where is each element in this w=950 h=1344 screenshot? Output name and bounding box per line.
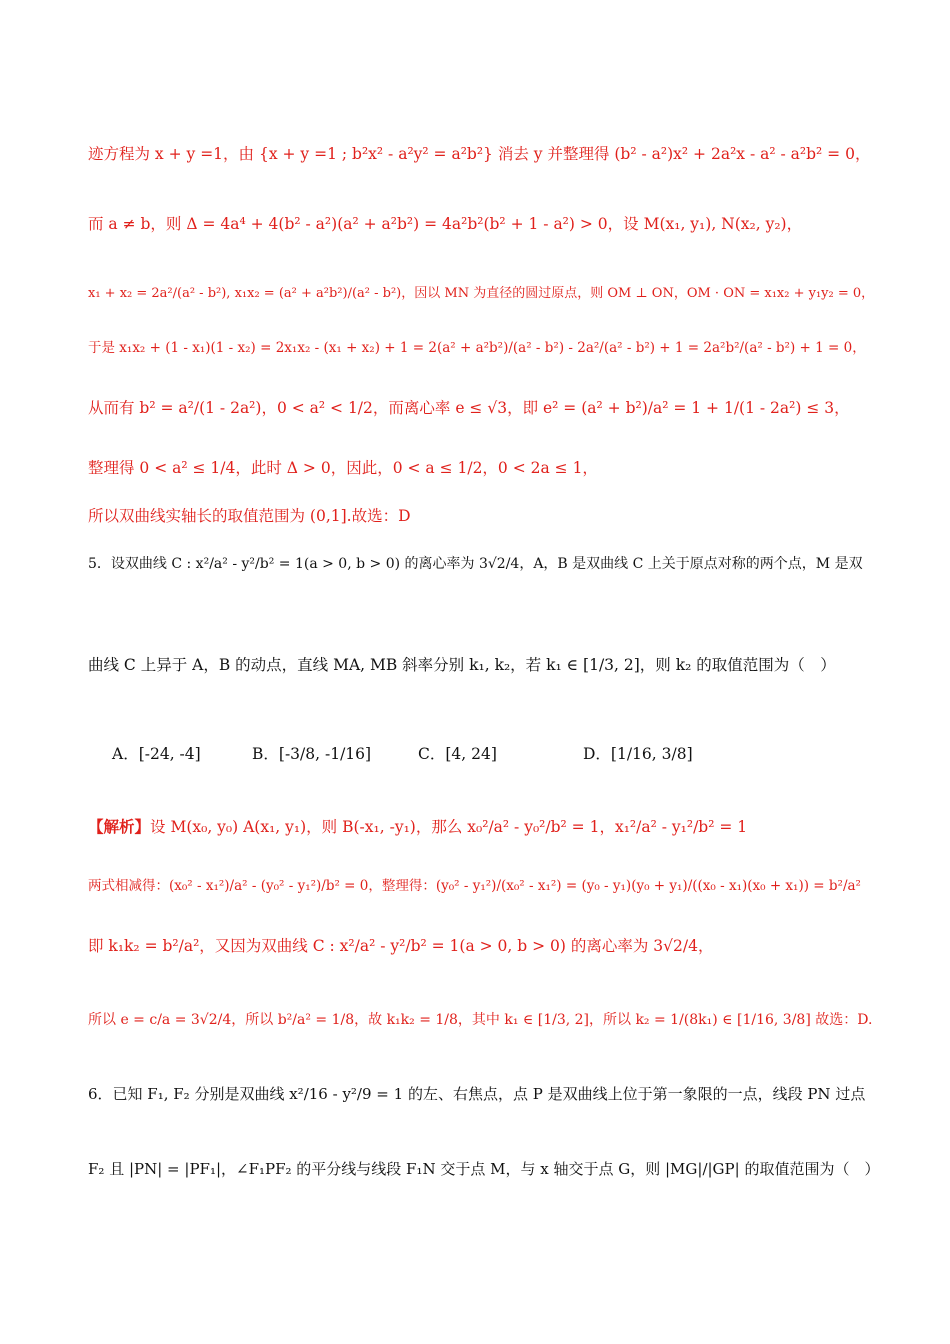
- solution5-line1-text: 设 M(x₀, y₀) A(x₁, y₁)，则 B(-x₁, -y₁)，那么 x₀²/a² - y₀²/b² = 1，x₁²/a² - y₁²/b² = 1: [150, 818, 748, 836]
- question6-line1: 6．已知 F₁, F₂ 分别是双曲线 x²/16 - y²/9 = 1 的左、右焦点，点 P 是双曲线上位于第一象限的一点，线段 PN 过点: [88, 1085, 866, 1103]
- solution4-line7: 所以双曲线实轴长的取值范围为 (0,1].故选：D: [88, 507, 411, 525]
- question5-line1: 5．设双曲线 C : x²/a² - y²/b² = 1(a > 0, b > 0) 的离心率为 3√2/4，A，B 是双曲线 C 上关于原点对称的两个点，M 是双: [88, 556, 863, 572]
- question6-line2: F₂ 且 |PN| = |PF₁|，∠F₁PF₂ 的平分线与线段 F₁N 交于点 M，与 x 轴交于点 G，则 |MG|/|GP| 的取值范围为（ ）: [88, 1160, 880, 1178]
- choice-b: B．[-3/8, -1/16]: [252, 745, 372, 763]
- solution4-line1: 迹方程为 x + y =1，由 {x + y =1 ; b²x² - a²y² = a²b²} 消去 y 并整理得 (b² - a²)x² + 2a²x - a² - a²b² = 0，: [88, 145, 871, 163]
- choice-a: A．[-24, -4]: [112, 745, 201, 763]
- solution4-line3: x₁ + x₂ = 2a²/(a² - b²), x₁x₂ = (a² + a²b²)/(a² - b²)，因以 MN 为直径的圆过原点，则 OM ⊥ ON，OM · ON = x₁x₂ + y₁y₂ = 0，: [88, 286, 875, 301]
- solution5-line4: 所以 e = c/a = 3√2/4，所以 b²/a² = 1/8，故 k₁k₂ = 1/8，其中 k₁ ∈ [1/3, 2]，所以 k₂ = 1/(8k₁) ∈ [1/16, 3/8] 故选：D.: [88, 1012, 873, 1028]
- solution5-line2: 两式相减得：(x₀² - x₁²)/a² - (y₀² - y₁²)/b² = 0，整理得：(y₀² - y₁²)/(x₀² - x₁²) = (y₀ - y₁)(y₀ + y₁)/((x₀ - x₁)(x₀ + x₁)) = b²/a²: [88, 878, 861, 894]
- solution4-line2: 而 a ≠ b，则 Δ = 4a⁴ + 4(b² - a²)(a² + a²b²) = 4a²b²(b² + 1 - a²) > 0，设 M(x₁, y₁), N(x₂, y₂)，: [88, 215, 803, 233]
- analysis-tag: 【解析】: [88, 817, 151, 836]
- solution5-line1: [88, 816, 880, 838]
- solution4-line6: 整理得 0 < a² ≤ 1/4，此时 Δ > 0，因此，0 < a ≤ 1/2，0 < 2a ≤ 1，: [88, 459, 598, 477]
- choice-d: D．[1/16, 3/8]: [583, 745, 693, 763]
- solution4-line5: 从而有 b² = a²/(1 - 2a²)，0 < a² < 1/2，而离心率 e ≤ √3，即 e² = (a² + b²)/a² = 1 + 1/(1 - 2a²) ≤ 3，: [88, 399, 850, 417]
- solution5-line3: 即 k₁k₂ = b²/a²，又因为双曲线 C : x²/a² - y²/b² = 1(a > 0, b > 0) 的离心率为 3√2/4，: [88, 937, 714, 955]
- question5-line2: 曲线 C 上异于 A，B 的动点，直线 MA, MB 斜率分别 k₁, k₂，若 k₁ ∈ [1/3, 2]，则 k₂ 的取值范围为（ ）: [88, 656, 836, 674]
- solution4-line4: 于是 x₁x₂ + (1 - x₁)(1 - x₂) = 2x₁x₂ - (x₁ + x₂) + 1 = 2(a² + a²b²)/(a² - b²) - 2a²/(a² - b²) + 1 = 2a²b²/(a² - b²) + 1 = 0，: [88, 340, 866, 356]
- choice-c: C．[4, 24]: [418, 745, 497, 763]
